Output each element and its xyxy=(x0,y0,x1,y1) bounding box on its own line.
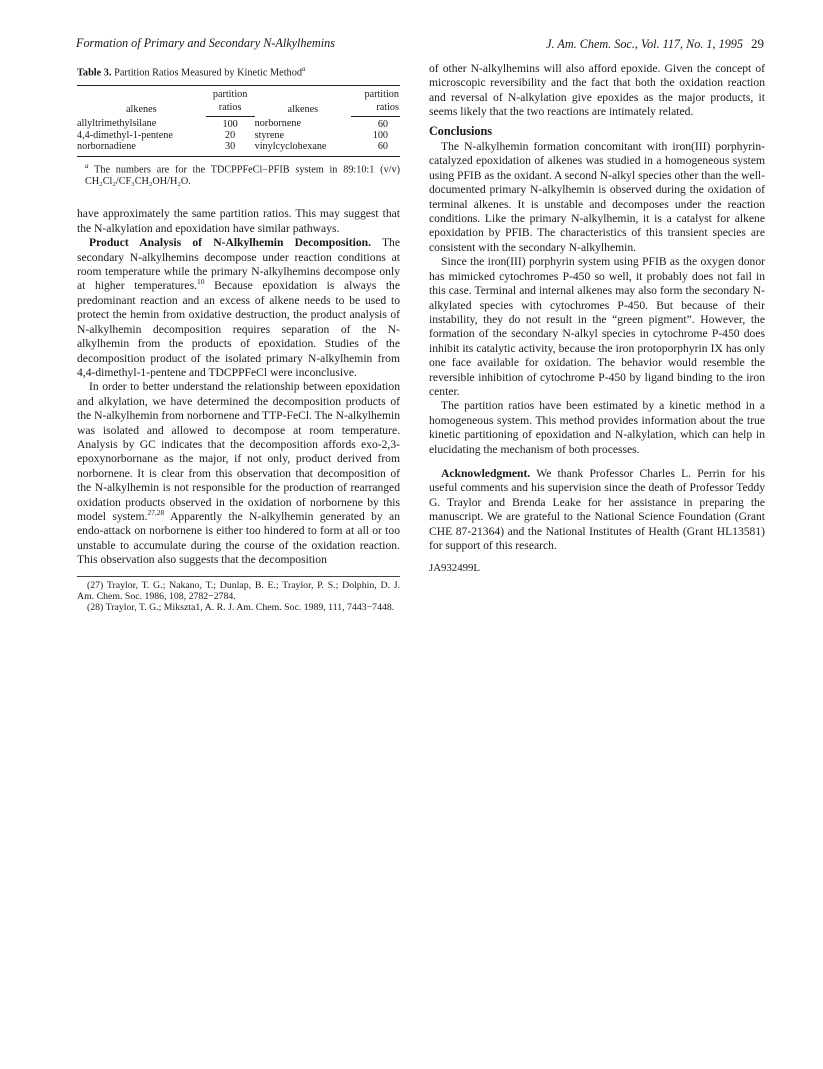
table-cell: styrene xyxy=(254,130,285,142)
acknowledgment-text: We thank Professor Charles L. Perrin for his useful comments and his supervision since the death of Professor Teddy G. Traylor and Brenda Leake for her assistance in preparing the manuscript. We are grateful to the National Science Foundation (Grant CHE 87-21364) and the National Institutes of Health (Grant HL13581) for support of this research. xyxy=(429,466,765,552)
col-header-partition-1b: ratios xyxy=(206,101,255,116)
table-cell: 20 xyxy=(225,130,236,142)
table-cell: 60 xyxy=(377,118,388,130)
citation-ref: 10 xyxy=(196,277,205,287)
table-row xyxy=(77,141,400,156)
table-label: Table 3. xyxy=(77,67,112,79)
table-cell: allyltrimethylsilane xyxy=(77,118,157,130)
paragraph-text: Apparently the N-alkylhemin generated by an endo-attack on norbornene is either too hindered to form at all or too unstable to accumulate during the course of the oxidation reaction. This observation also suggests that the decomposition xyxy=(77,509,400,567)
paragraph-text: Because epoxidation is always the predominant reaction and an excess of alkene needs to be used to protect the hemin from oxidative destruction, the product analysis of N-alkylhemin decomposition requires separation of the N-alkylhemin from the products of epoxidation. Studies of the decomposition product of the isolated primary N-alkylhemin from 4,4-dimethyl-1-pentene and TDCPPFeCl were inconclusive. xyxy=(77,279,400,379)
col-header-alkenes-1: alkenes xyxy=(77,85,206,116)
col-header-partition-2a: partition xyxy=(351,85,400,101)
running-head xyxy=(76,36,764,54)
table-cell: norbornadiene xyxy=(77,141,206,156)
table-caption xyxy=(77,62,400,81)
acknowledgment xyxy=(429,467,765,553)
table-cell: 30 xyxy=(206,141,255,156)
right-column xyxy=(429,62,765,576)
table-cell: 100 xyxy=(222,118,238,130)
paragraph-product-analysis xyxy=(77,236,400,380)
paragraph-text: The secondary N-alkylhemins decompose under reaction conditions at room temperature while the primary N-alkylhemins decompose only at higher temperatures. xyxy=(77,236,401,293)
table-caption-text: Partition Ratios Measured by Kinetic Method xyxy=(114,67,302,79)
paragraph: The N-alkylhemin formation concomitant with iron(III) porphyrin-catalyzed epoxidation of alkenes was studied in a homogeneous system using PFIB as the oxidant. A second N-alkyl species other than the well-documented primary N-alkylhemin is observed during the oxidation of terminal alkenes. It is unstable and decomposes under the reaction conditions. Like the primary N-alkylhemin, it is a catalyst for alkene epoxidation by PFIB. The characteristics of this transient species are consistent with the secondary N-alkylhemin. xyxy=(429,140,765,254)
table-footnote-text: The numbers are for the TDCPPFeCl−PFIB system in 89:10:1 (v/v) CH₂Cl₂/CF₃CH₂OH/H₂O. xyxy=(85,164,400,187)
section-runin-heading: Product Analysis of N-Alkylhemin Decomposition. xyxy=(89,236,371,250)
citation-ref: 27,28 xyxy=(147,508,165,518)
table-row xyxy=(77,130,400,141)
footnote-divider xyxy=(77,576,400,577)
running-head-title: Formation of Primary and Secondary N-Alkylhemins xyxy=(76,36,335,50)
col-header-alkenes-2: alkenes xyxy=(255,85,351,116)
table-footnote xyxy=(85,161,400,188)
paragraph-text: In order to better understand the relationship between epoxidation and alkylation, we have determined the decomposition products of the N-alkylhemin from norbornene and TTP-FeCl. The N-alkylhemin was isolated and allowed to decompose at room temperature. Analysis by GC indicates that the decomposition affords exo-2,3-epoxynorbornane as the major, if not only, product derived from norbornene. It is clear from this observation that decomposition of the N-alkylhemin is not responsible for the production of rearranged oxidation products observed in the oxidation of norbornene by this model system. xyxy=(77,380,400,523)
partition-ratio-table xyxy=(77,85,400,157)
left-column xyxy=(77,62,400,614)
table-footnote-mark: a xyxy=(85,161,89,170)
table-cell: norbornene xyxy=(254,118,302,130)
col-header-partition-2b: ratios xyxy=(351,101,400,116)
acknowledgment-heading: Acknowledgment. xyxy=(441,466,531,480)
table-cell: 4,4-dimethyl-1-pentene xyxy=(77,130,173,142)
table-cell: 60 xyxy=(351,141,400,156)
paragraph: of other N-alkylhemins will also afford epoxide. Given the concept of microscopic reversibility and the fact that both the oxidation reaction and reversal of N-alkylation give epoxides as the major products, it seems likely that the two reactions are intimately related. xyxy=(429,62,765,119)
table-row xyxy=(77,116,400,130)
paragraph: The partition ratios have been estimated by a kinetic method in a homogeneous system. This method provides information about the true kinetic partitioning of epoxidation and N-alkylation, which can help in elucidating the mechanism of both processes. xyxy=(429,399,765,456)
running-head-journal xyxy=(546,36,764,52)
paragraph: Since the iron(III) porphyrin system using PFIB as the oxygen donor has mimicked cytochromes P-450 so well, it probably does not fail in this case. Terminal and internal alkenes may also form the secondary N-alkylated species with cytochromes P-450. But because of their instability, they do not result in the “green pigment”. However, the formation of the secondary N-alkyl species in cytochrome P-450 does inhibit its catalytic activity, because the iron protoporphyrin IX has only one face available for oxidation. The behavior would resemble the reversible inhibition of cytochrome P-450 by ligand binding to the iron center. xyxy=(429,255,765,398)
paragraph-decomposition xyxy=(77,380,400,567)
table-cell: vinylcyclohexane xyxy=(255,141,351,156)
manuscript-code: JA932499L xyxy=(429,562,480,575)
col-header-partition-1a: partition xyxy=(206,85,255,101)
paragraph: have approximately the same partition ratios. This may suggest that the N-alkylation and epoxidation have similar pathways. xyxy=(77,207,400,235)
table-cell: 100 xyxy=(372,130,388,142)
journal-citation: J. Am. Chem. Soc., Vol. 117, No. 1, 1995 xyxy=(546,37,743,51)
footnote-27: (27) Traylor, T. G.; Nakano, T.; Dunlap, B. E.; Traylor, P. S.; Dolphin, D. J. Am. Chem. Soc. 1986, 108, 2782−2784. xyxy=(77,579,400,602)
page-number: 29 xyxy=(751,36,764,51)
footnote-28: (28) Traylor, T. G.; Mikszta1, A. R. J. Am. Chem. Soc. 1989, 111, 7443−7448. xyxy=(87,602,395,614)
table-caption-mark: a xyxy=(302,65,306,73)
section-heading-conclusions: Conclusions xyxy=(429,123,492,138)
